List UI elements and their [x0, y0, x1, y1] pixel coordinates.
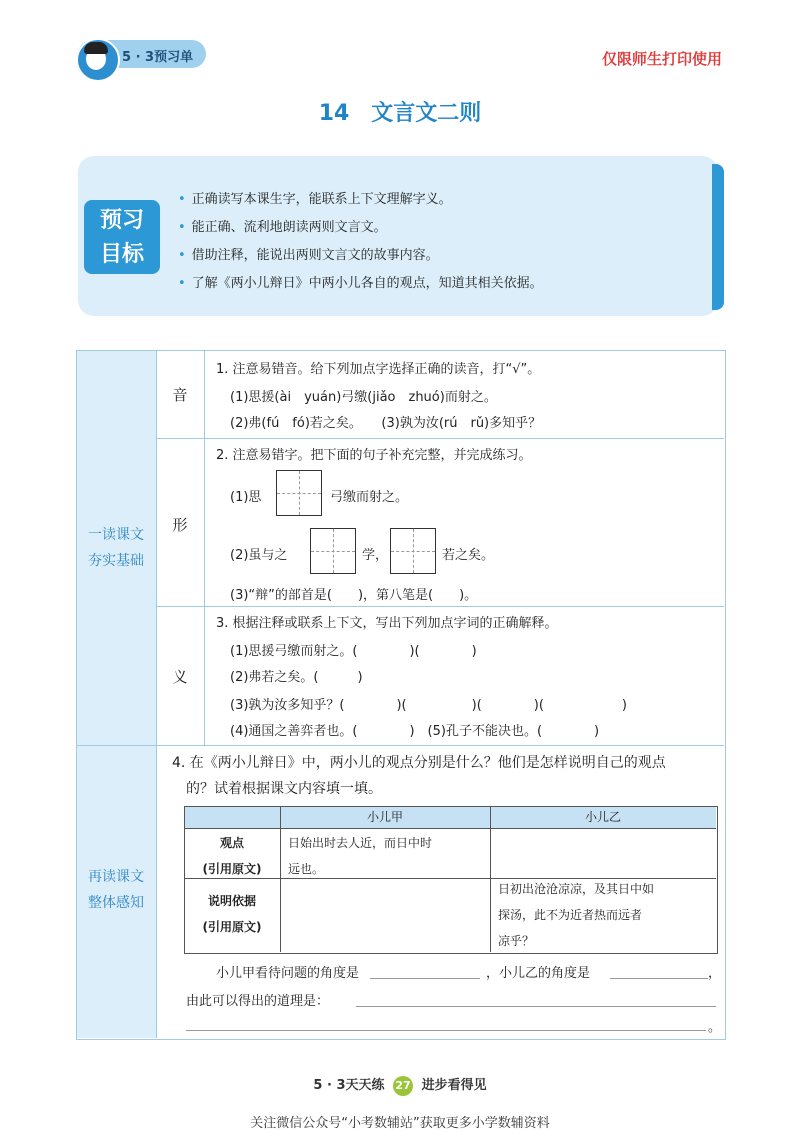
goals-tag	[84, 200, 160, 274]
goal-item: • 能正确、流利地朗读两则文言文。	[178, 214, 708, 242]
question-2-line3: (3)“辩”的部首是( )，第八笔是( )。	[230, 588, 478, 603]
sub-label-yin: 音	[172, 386, 188, 404]
goal-item: • 正确读写本课生字，能联系上下文理解字义。	[178, 186, 708, 214]
question-2-line2b: 学，	[362, 548, 389, 563]
question-1: 1. 注意易错音。给下列加点字选择正确的读音，打“√”。	[216, 362, 541, 377]
fill-line1a: 小儿甲看待问题的角度是	[216, 966, 360, 981]
answer-blank[interactable]	[370, 978, 480, 979]
question-3-line1: (1)思援弓缴而射之。( )( )	[230, 644, 477, 659]
goal-item: • 了解《两小儿辩日》中两小儿各自的观点，知道其相关依据。	[178, 270, 708, 298]
question-2-line2a: (2)虽与之	[230, 548, 288, 563]
fill-line1c: ，	[708, 966, 722, 981]
question-2: 2. 注意易错字。把下面的句子补充完整，并完成练习。	[216, 448, 532, 463]
question-2-line1b: 弓缴而射之。	[330, 490, 409, 505]
row1-answer-a	[288, 830, 432, 882]
row1-header-line2: (引用原文)	[202, 862, 262, 876]
question-1-line1: (1)思援(ài yuán)弓缴(jiǎo zhuó)而射之。	[230, 390, 497, 405]
series-badge-label: 5 · 3预习单	[122, 50, 194, 65]
divider	[156, 606, 724, 607]
answer-blank[interactable]	[356, 1006, 716, 1007]
goal-item: • 借助注释，能说出两则文言文的故事内容。	[178, 242, 708, 270]
row2-answer-b-line2: 探汤，此不为近者热而远者	[498, 908, 643, 922]
page-title: 14 文言文二则	[318, 101, 482, 126]
row2-answer-b	[498, 876, 654, 954]
row1-answer-a-line2: 远也。	[288, 862, 325, 876]
footer-left: 5 · 3天天练	[313, 1078, 385, 1093]
section2-label-line2: 整体感知	[88, 895, 144, 911]
footer-right: 进步看得见	[421, 1078, 487, 1093]
writing-box[interactable]	[310, 528, 356, 574]
question-2-line1a: (1)思	[230, 490, 262, 505]
question-4-line1: 4. 在《两小儿辩日》中，两小儿的观点分别是什么？他们是怎样说明自己的观点	[172, 755, 666, 771]
section1-label-line2: 夯实基础	[88, 553, 144, 569]
sub-label-xing: 形	[172, 516, 188, 534]
fill-line2: 由此可以得出的道理是：	[186, 994, 330, 1009]
table-col-header-a: 小儿甲	[366, 810, 403, 824]
writing-box[interactable]	[276, 470, 322, 516]
row2-answer-b-line1: 日初出沧沧凉凉，及其日中如	[498, 882, 655, 896]
section1-label	[76, 522, 156, 574]
answer-blank[interactable]	[186, 1030, 706, 1031]
print-notice: 仅限师生打印使用	[601, 50, 722, 68]
row1-header-line1: 观点	[219, 836, 244, 850]
table-col-header-b: 小儿乙	[584, 810, 621, 824]
fill-line1b: ，小儿乙的角度是	[486, 966, 591, 981]
row2-answer-b-line3: 凉乎？	[498, 934, 535, 948]
section2-label-line1: 再读课文	[88, 869, 144, 885]
question-3-line4: (4)通国之善弈者也。( ) (5)孔子不能决也。( )	[230, 724, 600, 739]
watermark-text: 关注微信公众号“小考数辅站”获取更多小学数辅资料	[250, 1116, 550, 1131]
goals-list	[178, 186, 708, 298]
row1-answer-a-line1: 日始出时去人近，而日中时	[288, 836, 433, 850]
row1-header	[184, 830, 280, 882]
question-3-line2: (2)弗若之矣。( )	[230, 670, 363, 685]
divider	[204, 350, 205, 745]
sidebar-divider	[76, 745, 156, 746]
row2-header-line1: 说明依据	[207, 894, 256, 908]
question-3-line3: (3)孰为汝多知乎？( )( )( )( )	[230, 698, 627, 713]
page-footer	[0, 1074, 800, 1096]
divider	[156, 438, 724, 439]
sub-label-yi: 义	[172, 668, 188, 686]
mascot-hair-icon	[84, 42, 108, 54]
section2-label	[76, 864, 156, 916]
goals-panel-edge	[712, 164, 724, 310]
goals-tag-line1: 预习	[99, 208, 144, 233]
goals-tag-line2: 目标	[99, 242, 144, 267]
answer-blank[interactable]	[610, 978, 708, 979]
question-4-line2: 的？试着根据课文内容填一填。	[186, 781, 382, 797]
question-2-line2c: 若之矣。	[442, 548, 495, 563]
question-1-line2: (2)弗(fú fó)若之矣。 (3)孰为汝(rú rǔ)多知乎？	[230, 416, 542, 431]
row2-header	[184, 888, 280, 940]
section1-label-line1: 一读课文	[88, 527, 144, 543]
row2-header-line2: (引用原文)	[202, 920, 262, 934]
divider	[156, 745, 157, 1038]
fill-line3: 。	[708, 1020, 722, 1035]
divider	[156, 745, 724, 746]
question-3: 3. 根据注释或联系上下文，写出下列加点字词的正确解释。	[216, 616, 558, 631]
writing-box[interactable]	[390, 528, 436, 574]
page-number: 27	[393, 1076, 413, 1096]
